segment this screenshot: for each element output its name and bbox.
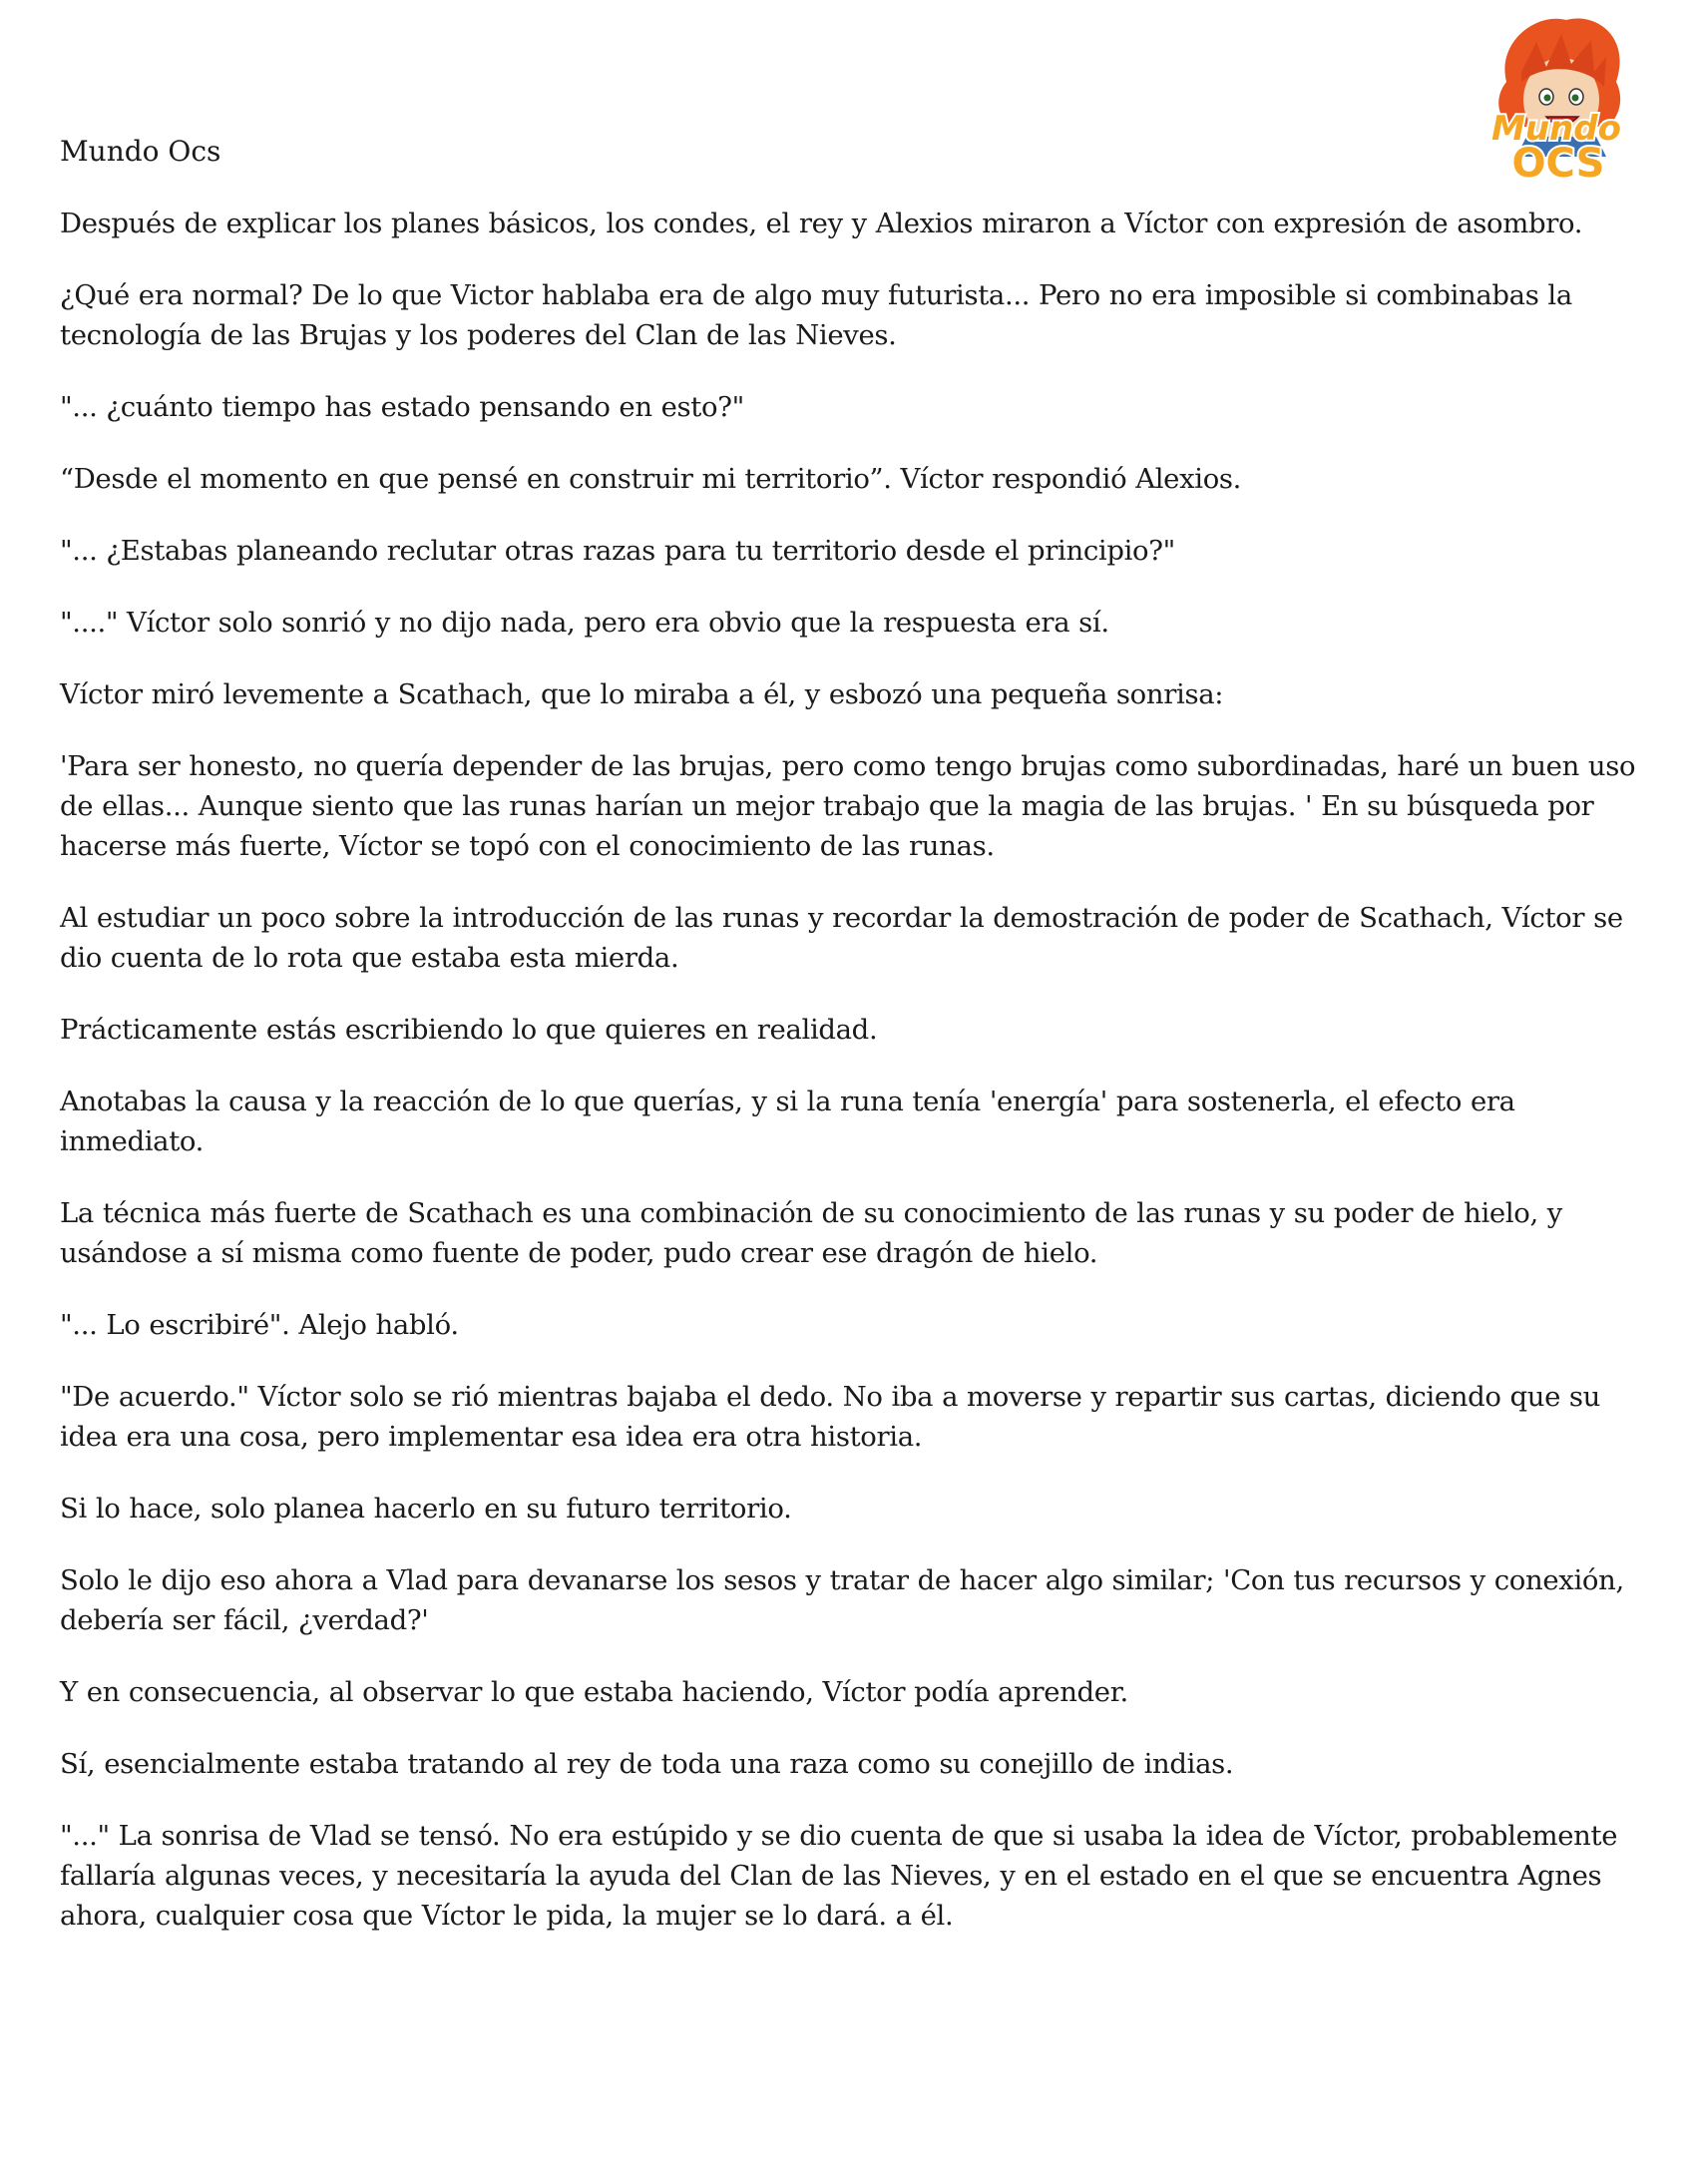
paragraph: Sí, esencialmente estaba tratando al rey de toda una raza como su conejillo de indias. — [60, 1748, 1234, 1780]
paragraph: Anotabas la causa y la reacción de lo que querías, y si la runa tenía 'energía' para sostenerla, el efecto era inmediato. — [60, 1086, 1515, 1157]
document-title: Mundo Ocs — [60, 135, 221, 168]
paragraph: Víctor miró levemente a Scathach, que lo miraba a él, y esbozó una pequeña sonrisa: — [60, 678, 1224, 710]
document-body — [60, 204, 1646, 1967]
mundo-ocs-logo — [1467, 12, 1646, 187]
paragraph: Prácticamente estás escribiendo lo que quieres en realidad. — [60, 1014, 878, 1046]
paragraph: Si lo hace, solo planea hacerlo en su futuro territorio. — [60, 1493, 792, 1525]
paragraph: 'Para ser honesto, no quería depender de las brujas, pero como tengo brujas como subordinadas, haré un buen uso de ellas... Aunque siento que las runas harían un mejor trabajo que la magia de las brujas. ' En su búsqueda por hacerse más fuerte, Víctor se topó con el conocimiento de las runas. — [60, 750, 1636, 862]
paragraph: "...." Víctor solo sonrió y no dijo nada, pero era obvio que la respuesta era sí. — [60, 607, 1109, 639]
paragraph: “Desde el momento en que pensé en construir mi territorio”. Víctor respondió Alexios. — [60, 463, 1242, 495]
paragraph: "..." La sonrisa de Vlad se tensó. No era estúpido y se dio cuenta de que si usaba la idea de Víctor, probablemente fallaría algunas veces, y necesitaría la ayuda del Clan de las Nieves, y en el estado en el que se encuentra Agnes ahora, cualquier cosa que Víctor le pida, la mujer se lo dará. a él. — [60, 1820, 1618, 1932]
paragraph: Y en consecuencia, al observar lo que estaba haciendo, Víctor podía aprender. — [60, 1676, 1128, 1708]
paragraph: Al estudiar un poco sobre la introducción de las runas y recordar la demostración de poder de Scathach, Víctor se dio cuenta de lo rota que estaba esta mierda. — [60, 902, 1623, 974]
paragraph: ¿Qué era normal? De lo que Victor hablaba era de algo muy futurista... Pero no era imposible si combinabas la tecnología de las Brujas y los poderes del Clan de las Nieves. — [60, 279, 1572, 351]
paragraph: La técnica más fuerte de Scathach es una combinación de su conocimiento de las runas y su poder de hielo, y usándose a sí misma como fuente de poder, pudo crear ese dragón de hielo. — [60, 1197, 1562, 1269]
paragraph: "... ¿Estabas planeando reclutar otras razas para tu territorio desde el principio?" — [60, 535, 1175, 567]
svg-text:OCS: OCS — [1511, 141, 1605, 187]
paragraph: "De acuerdo." Víctor solo se rió mientras bajaba el dedo. No iba a moverse y repartir sus cartas, diciendo que su idea era una cosa, pero implementar esa idea era otra historia. — [60, 1381, 1601, 1453]
paragraph: Después de explicar los planes básicos, los condes, el rey y Alexios miraron a Víctor con expresión de asombro. — [60, 208, 1583, 239]
paragraph: "... Lo escribiré". Alejo habló. — [60, 1309, 459, 1341]
svg-text:Mundo: Mundo — [1491, 109, 1621, 149]
paragraph: "... ¿cuánto tiempo has estado pensando en esto?" — [60, 391, 744, 423]
paragraph: Solo le dijo eso ahora a Vlad para devanarse los sesos y tratar de hacer algo similar; 'Con tus recursos y conexión, debería ser fácil, ¿verdad?' — [60, 1564, 1624, 1636]
